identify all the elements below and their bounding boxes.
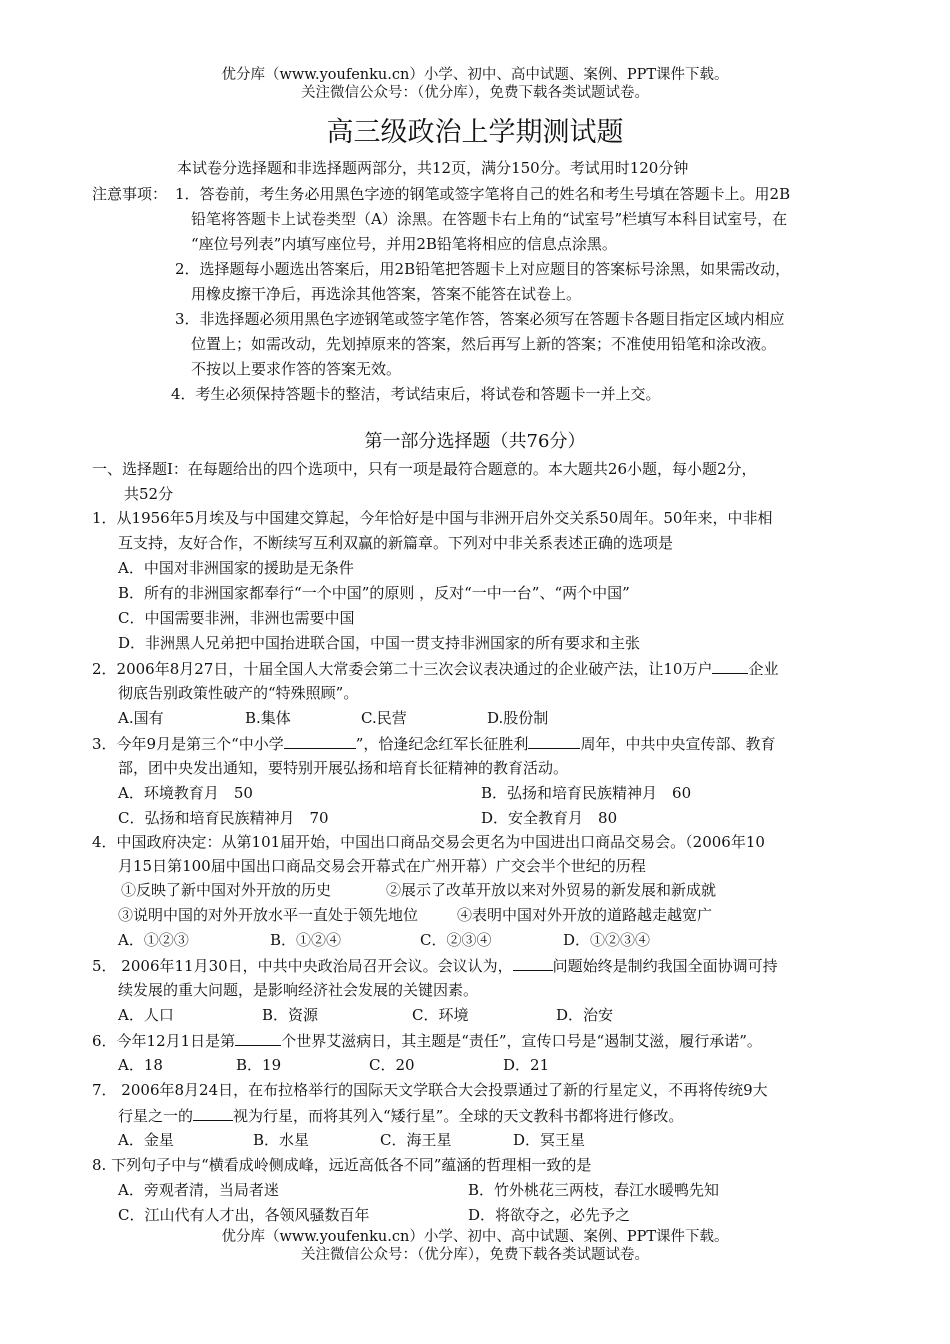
q4-option-a: A．①②③ [118,931,189,949]
q4-statement-2: ②展示了改革开放以来对外贸易的新发展和新成就 [386,881,717,899]
note-4: 4．考生必须保持答题卡的整洁，考试结束后，将试卷和答题卡一并上交。 [171,385,661,403]
q8-option-c: C．江山代有人才出，各领风骚数百年 [118,1206,370,1224]
note-1-line-1: 1．答卷前，考生务必用黑色字迹的钢笔或签字笔将自己的姓名和考生号填在答题卡上。用2B [175,185,791,203]
q1-stem-2: 互支持，友好合作，不断续写互利双赢的新篇章。下列对中非关系表述正确的选项是 [118,534,674,552]
q6-option-c: C．20 [369,1056,415,1074]
q7-option-a: A．金星 [118,1131,174,1149]
q2-option-d: D.股份制 [487,709,549,727]
q3-option-c: C．弘扬和培育民族精神月 70 [118,809,329,827]
q5-option-a: A．人口 [118,1006,174,1024]
q4-stem-1: 4．中国政府决定：从第101届开始，中国出口商品交易会更名为中国进出口商品交易会。（2006年10 [92,833,765,851]
q8-option-a: A．旁观者清，当局者迷 [118,1181,279,1199]
q3-stem-1-a: 3．今年9月是第三个“中小学 [92,735,284,753]
q4-statement-4: ④表明中国对外开放的道路越走越宽广 [457,906,713,924]
q5-stem-1 [92,955,778,976]
q6-stem-1-a: 6．今年12月1日是第 [92,1032,236,1050]
q2-stem-1-b: 企业 [748,660,779,678]
note-2-line-1: 2．选择题每小题选出答案后，用2B铅笔把答题卡上对应题目的答案标号涂黑，如果需改动， [175,260,791,278]
section-title: 第一部分选择题（共76分） [364,431,586,452]
note-3-line-1: 3．非选择题必须用黑色字迹钢笔或签字笔作答，答案必须写在答题卡各题目指定区域内相应 [175,310,785,328]
q8-option-d: D．将欲夺之，必先予之 [468,1206,631,1224]
q6-option-a: A．18 [118,1056,163,1074]
q6-option-b: B．19 [236,1056,282,1074]
q5-option-d: D．治安 [556,1006,614,1024]
q3-option-b: B．弘扬和培育民族精神月 60 [481,784,692,802]
q2-stem-1-a: 2．2006年8月27日，十届全国人大常委会第二十三次会议表决通过的企业破产法，让10万户 [92,660,713,678]
note-3-line-3: 不按以上要求作答的答案无效。 [191,360,402,378]
q8-stem-1: 8. 下列句子中与“横看成岭侧成峰，远近高低各不同”蕴涵的哲理相一致的是 [92,1156,592,1174]
q7-stem-2 [118,1105,683,1126]
q2-option-c: C.民营 [361,709,407,727]
q3-stem-1-c: 周年，中共中央宣传部、教育 [580,735,776,753]
answer-blank [528,733,580,749]
q3-stem-1-b: ”，恰逢纪念红军长征胜利 [355,735,529,753]
q4-option-d: D．①②③④ [563,931,651,949]
q7-option-d: D．冥王星 [513,1131,586,1149]
answer-blank [193,1105,233,1121]
q8-option-b: B．竹外桃花三两枝，春江水暖鸭先知 [468,1181,720,1199]
note-2-line-2: 用橡皮擦干净后，再选涂其他答案，答案不能答在试卷上。 [191,285,582,303]
q5-stem-1-b: 问题始终是制约我国全面协调可持 [552,957,778,975]
q3-option-d: D．安全教育月 80 [481,809,618,827]
q6-option-d: D．21 [503,1056,550,1074]
q6-stem-1 [92,1030,762,1051]
q3-stem-2: 部，团中央发出通知，要特别开展弘扬和培育长征精神的教育活动。 [118,759,569,777]
header-line-2: 关注微信公众号：（优分库），免费下载各类试题试卷。 [301,85,649,101]
note-1-line-2: 铅笔将答题卡上试卷类型（A）涂黑。在答题卡右上角的“试室号”栏填写本科目试室号，在 [191,210,788,228]
part1-instruction-1: 一、选择题Ⅰ：在每题给出的四个选项中，只有一项是最符合题意的。本大题共26小题，每小题2分， [92,460,757,478]
note-1-line-3: “座位号列表”内填写座位号，并用2B铅笔将相应的信息点涂黑。 [191,235,617,253]
q5-option-b: B．资源 [262,1006,319,1024]
notes-label: 注意事项： [92,185,168,203]
answer-blank [284,733,356,749]
note-3-line-2: 位置上；如需改动，先划掉原来的答案，然后再写上新的答案；不准使用铅笔和涂改液。 [191,335,777,353]
footer-line-2: 关注微信公众号：（优分库），免费下载各类试题试卷。 [301,1247,649,1263]
q7-stem-2-b: 视为行星，而将其列入“矮行星”。全球的天文教科书都将进行修改。 [233,1107,684,1125]
q1-option-c: C．中国需要非洲，非洲也需要中国 [118,609,355,627]
q7-stem-1: 7． 2006年8月24日，在布拉格举行的国际天文学联合大会投票通过了新的行星定义，不再将传统9大 [92,1081,768,1099]
q1-option-a: A．中国对非洲国家的援助是无条件 [118,559,354,577]
answer-blank [712,658,748,674]
q3-stem-1 [92,733,775,754]
q2-option-a: A.国有 [118,709,164,727]
q2-stem-1 [92,658,778,679]
q5-stem-1-a: 5． 2006年11月30日，中共中央政治局召开会议。会议认为， [92,957,513,975]
q1-option-b: B．所有的非洲国家都奉行“一个中国”的原则 ，反对“一中一台”、“两个中国” [118,584,630,602]
q2-stem-2: 彻底告别政策性破产的“特殊照顾”。 [118,684,359,702]
answer-blank [235,1030,281,1046]
q7-stem-2-a: 行星之一的 [118,1107,194,1125]
q4-statement-3: ③说明中国的对外开放水平一直处于领先地位 [118,906,419,924]
q5-option-c: C．环境 [412,1006,469,1024]
q6-stem-1-b: 个世界艾滋病日，其主题是“责任”，宣传口号是“遏制艾滋，履行承诺”。 [281,1032,762,1050]
exam-intro: 本试卷分选择题和非选择题两部分，共12页，满分150分。考试用时120分钟 [177,159,689,177]
q4-option-b: B．①②④ [270,931,342,949]
q3-option-a: A．环境教育月 50 [118,784,253,802]
part1-instruction-2: 共52分 [124,485,174,503]
q2-option-b: B.集体 [245,709,291,727]
q1-stem-1: 1．从1956年5月埃及与中国建交算起，今年恰好是中国与非洲开启外交关系50周年。50年来，中非相 [92,509,773,527]
answer-blank [513,955,553,971]
footer-line-1: 优分库（www.youfenku.cn）小学、初中、高中试题、案例、PPT课件下载。 [221,1229,729,1245]
page-title: 高三级政治上学期测试题 [326,117,624,148]
header-line-1: 优分库（www.youfenku.cn）小学、初中、高中试题、案例、PPT课件下载。 [221,67,729,83]
q7-option-b: B．水星 [253,1131,310,1149]
q4-stem-2: 月15日第100届中国出口商品交易会开幕式在广州开幕）广交会半个世纪的历程 [118,857,646,875]
q4-option-c: C．②③④ [420,931,492,949]
q1-option-d: D．非洲黑人兄弟把中国抬进联合国，中国一贯支持非洲国家的所有要求和主张 [118,634,641,652]
q5-stem-2: 续发展的重大问题，是影响经济社会发展的关键因素。 [118,981,479,999]
q7-option-c: C．海王星 [380,1131,452,1149]
q4-statement-1: ①反映了新中国对外开放的历史 [121,881,332,899]
